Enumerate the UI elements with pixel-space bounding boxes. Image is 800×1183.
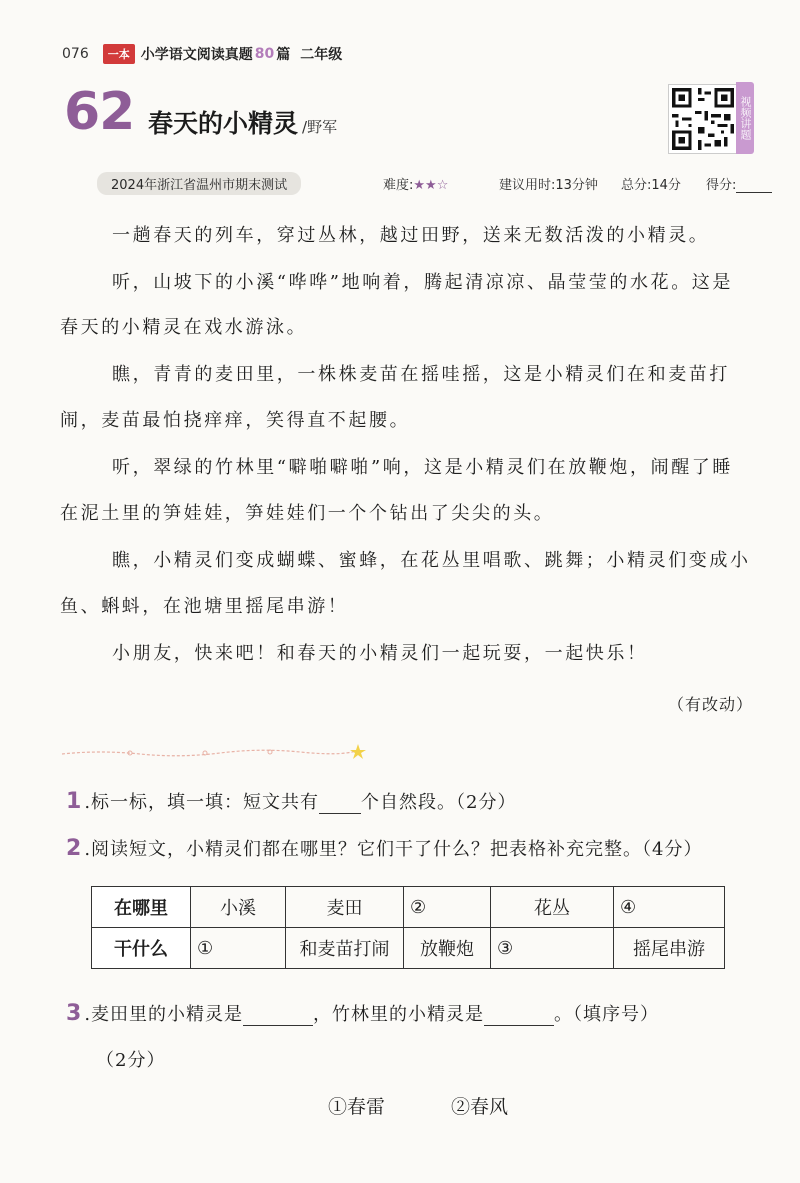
series-title: 小学语文阅读真题 bbox=[140, 47, 253, 63]
author: /野军 bbox=[302, 118, 338, 136]
paragraph-cont: 在泥土里的笋娃娃，笋娃娃们一个个钻出了尖尖的头。 bbox=[60, 503, 555, 524]
grade-label: 二年级 bbox=[300, 47, 343, 63]
table-cell: 花丛 bbox=[491, 887, 614, 928]
question-number: 3 bbox=[66, 1001, 83, 1026]
paragraph: 瞧，青青的麦田里，一株株麦苗在摇哇摇，这是小精灵们在和麦苗打 bbox=[112, 364, 730, 385]
question-text: .标一标，填一填：短文共有 bbox=[84, 792, 320, 813]
table-row bbox=[92, 928, 725, 969]
table-cell[interactable]: ② bbox=[404, 887, 491, 928]
question-text: ，竹林里的小精灵是 bbox=[313, 1004, 485, 1025]
difficulty-stars: ★★☆ bbox=[413, 178, 449, 193]
question-3 bbox=[66, 1000, 659, 1026]
score-label: 得分: bbox=[706, 178, 737, 193]
table-cell: 麦田 bbox=[286, 887, 404, 928]
table-cell[interactable]: ① bbox=[191, 928, 286, 969]
suggested-time: 建议用时:13分钟 bbox=[499, 178, 598, 193]
question-text: 个自然段。（2分） bbox=[361, 792, 517, 813]
paragraph: 听，山坡下的小溪“哗哗”地响着，腾起清凉凉、晶莹莹的水花。这是 bbox=[112, 272, 734, 293]
brand-logo: 一本 bbox=[103, 44, 135, 64]
lesson-title bbox=[148, 104, 337, 140]
question-text: .阅读短文，小精灵们都在哪里？它们干了什么？把表格补充完整。（4分） bbox=[84, 839, 703, 860]
difficulty-label: 难度: bbox=[383, 178, 414, 193]
table-header-cell: 在哪里 bbox=[92, 887, 191, 928]
question-2 bbox=[66, 835, 702, 861]
paragraph-cont: 春天的小精灵在戏水游泳。 bbox=[60, 317, 308, 338]
table-row bbox=[92, 887, 725, 928]
score-field bbox=[706, 174, 772, 193]
question-1 bbox=[66, 788, 517, 814]
question-3-points: （2分） bbox=[96, 1050, 166, 1071]
series-unit: 篇 bbox=[276, 47, 291, 63]
qr-code-icon bbox=[669, 85, 737, 153]
page-header bbox=[62, 44, 342, 64]
difficulty bbox=[383, 174, 448, 193]
paragraph-cont: 鱼、蝌蚪，在池塘里摇尾串游！ bbox=[60, 596, 349, 617]
table-header-cell: 干什么 bbox=[92, 928, 191, 969]
option: ①春雷 bbox=[328, 1096, 386, 1118]
video-tag[interactable]: 视频讲题 bbox=[736, 82, 754, 154]
paragraph: 听，翠绿的竹林里“噼啪噼啪”响，这是小精灵们在放鞭炮，闹醒了睡 bbox=[112, 457, 734, 478]
answer-options bbox=[328, 1092, 508, 1119]
table-cell: 和麦苗打闹 bbox=[286, 928, 404, 969]
exam-source: 2024年浙江省温州市期末测试 bbox=[97, 172, 301, 195]
question-text: 。（填序号） bbox=[554, 1004, 660, 1025]
option: ②春风 bbox=[451, 1096, 509, 1118]
page-number: 076 bbox=[62, 46, 89, 62]
answer-blank[interactable] bbox=[319, 813, 361, 814]
paragraph-cont: 闹，麦苗最怕挠痒痒，笑得直不起腰。 bbox=[60, 410, 411, 431]
table-cell[interactable]: ④ bbox=[614, 887, 725, 928]
table-cell: 摇尾串游 bbox=[614, 928, 725, 969]
paragraph: 小朋友，快来吧！和春天的小精灵们一起玩耍，一起快乐！ bbox=[112, 643, 648, 664]
table-cell[interactable]: ③ bbox=[491, 928, 614, 969]
answer-blank[interactable] bbox=[484, 1025, 554, 1026]
total-score: 总分:14分 bbox=[621, 178, 681, 193]
score-blank[interactable] bbox=[736, 192, 772, 193]
question-text: .麦田里的小精灵是 bbox=[84, 1004, 244, 1025]
answer-table bbox=[91, 886, 725, 969]
paragraph: 瞧，小精灵们变成蝴蝶、蜜蜂，在花丛里唱歌、跳舞；小精灵们变成小 bbox=[112, 550, 751, 571]
series-count: 80 bbox=[254, 46, 275, 62]
divider-decoration bbox=[60, 740, 370, 764]
table-cell: 放鞭炮 bbox=[404, 928, 491, 969]
qr-code[interactable] bbox=[668, 84, 738, 154]
lesson-number: 62 bbox=[64, 82, 135, 142]
lesson-title-text: 春天的小精灵 bbox=[148, 109, 299, 138]
answer-blank[interactable] bbox=[243, 1025, 313, 1026]
paragraph: 一趟春天的列车，穿过丛林，越过田野，送来无数活泼的小精灵。 bbox=[112, 225, 710, 246]
question-number: 1 bbox=[66, 789, 83, 814]
table-cell: 小溪 bbox=[191, 887, 286, 928]
source-note: （有改动） bbox=[668, 695, 754, 714]
question-number: 2 bbox=[66, 836, 83, 861]
